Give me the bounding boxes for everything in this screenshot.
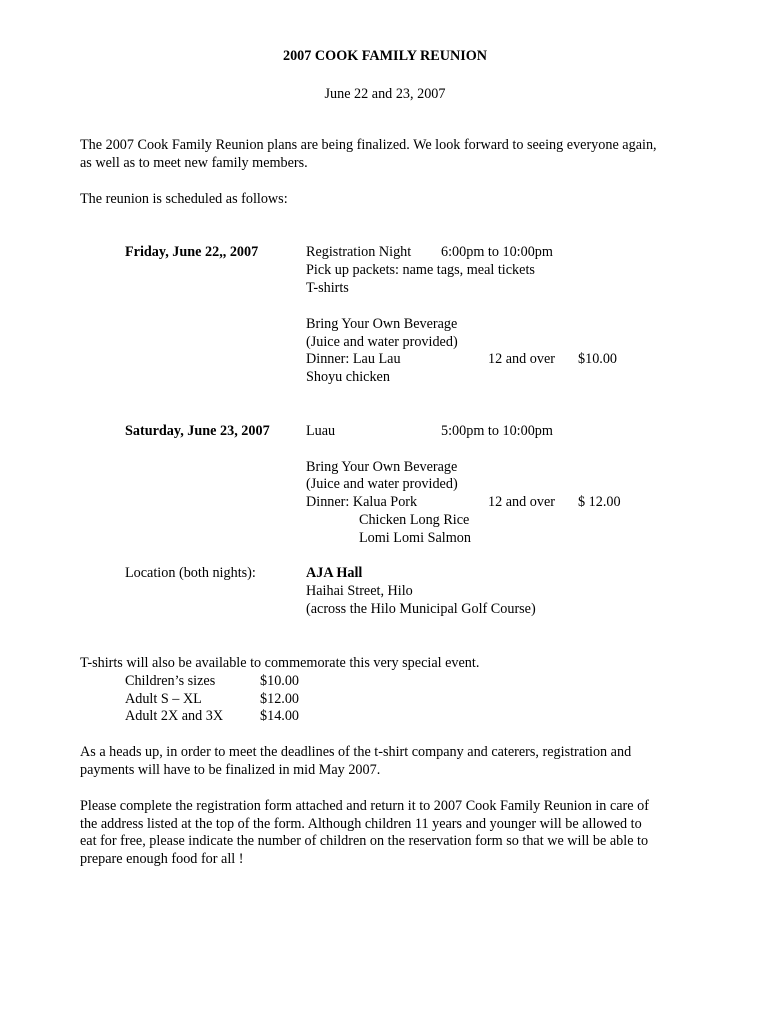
friday-byob: Bring Your Own Beverage [306,316,458,332]
tshirts-intro: T-shirts will also be available to commemorate this very special event. [80,655,480,671]
location-label: Location (both nights): [125,565,256,581]
friday-age: 12 and over [488,351,555,367]
tshirt-size: Children’s sizes [125,673,216,689]
tshirt-price: $12.00 [260,691,300,707]
page-title: 2007 COOK FAMILY REUNION [282,48,488,64]
tshirt-size: Adult S – XL [125,691,202,707]
saturday-time: 5:00pm to 10:00pm [441,423,553,439]
event-dates: June 22 and 23, 2007 [324,86,446,102]
saturday-dish-2: Chicken Long Rice [359,512,470,528]
friday-tshirts: T-shirts [306,280,349,296]
location-venue: AJA Hall [306,565,363,581]
saturday-juice: (Juice and water provided) [306,476,458,492]
headsup-line-2: payments will have to be finalized in mid May 2007. [80,762,381,778]
saturday-price: $ 12.00 [578,494,621,510]
tshirt-size: Adult 2X and 3X [125,708,224,724]
friday-label: Friday, June 22,, 2007 [125,244,259,260]
saturday-label: Saturday, June 23, 2007 [125,423,270,439]
closing-line-1: Please complete the registration form attached and return it to 2007 Cook Family Reunion in care of [80,798,649,814]
friday-dish-2: Shoyu chicken [306,369,390,385]
closing-line-4: prepare enough food for all ! [80,851,244,867]
schedule-intro: The reunion is scheduled as follows: [80,191,288,207]
friday-dinner: Dinner: Lau Lau [306,351,401,367]
headsup-line-1: As a heads up, in order to meet the deadlines of the t-shirt company and caterers, registration and [80,744,632,760]
saturday-dish-3: Lomi Lomi Salmon [359,530,471,546]
friday-pickup: Pick up packets: name tags, meal tickets [306,262,535,278]
friday-event: Registration Night [306,244,412,260]
saturday-age: 12 and over [488,494,555,510]
intro-line-1: The 2007 Cook Family Reunion plans are being finalized. We look forward to seeing everyone again, [80,137,657,153]
saturday-dinner: Dinner: Kalua Pork [306,494,418,510]
saturday-byob: Bring Your Own Beverage [306,459,458,475]
location-note: (across the Hilo Municipal Golf Course) [306,601,536,617]
friday-time: 6:00pm to 10:00pm [441,244,553,260]
closing-line-2: the address listed at the top of the form. Although children 11 years and younger will be allowed to [80,816,642,832]
tshirt-price: $10.00 [260,673,300,689]
closing-line-3: eat for free, please indicate the number of children on the reservation form so that we will be able to [80,833,649,849]
intro-line-2: as well as to meet new family members. [80,155,308,171]
friday-juice: (Juice and water provided) [306,334,458,350]
location-street: Haihai Street, Hilo [306,583,413,599]
tshirt-price: $14.00 [260,708,300,724]
friday-price: $10.00 [578,351,618,367]
saturday-event: Luau [306,423,336,439]
